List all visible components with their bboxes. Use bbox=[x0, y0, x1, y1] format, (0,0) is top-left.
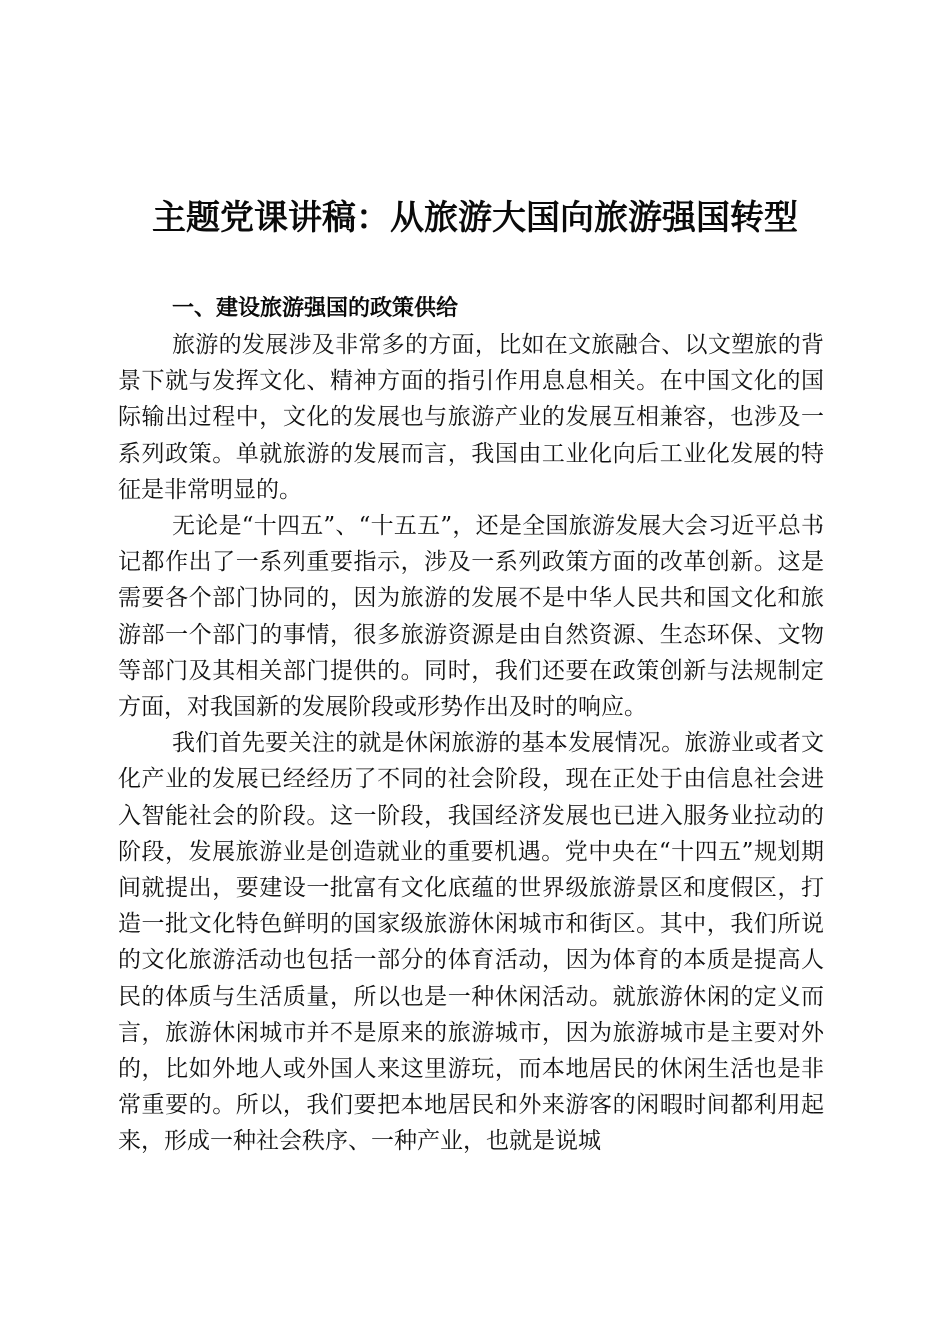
paragraph-3: 我们首先要关注的就是休闲旅游的基本发展情况。旅游业或者文化产业的发展已经经历了不同的社会阶段，现在正处于由信息社会进入智能社会的阶段。这一阶段，我国经济发展也已进入服务业拉动的阶段，发展旅游业是创造就业的重要机遇。党中央在“十四五”规划期间就提出，要建设一批富有文化底蕴的世界级旅游景区和度假区，打造一批文化特色鲜明的国家级旅游休闲城市和街区。其中，我们所说的文化旅游活动也包括一部分的体育活动，因为体育的本质是提高人民的体质与生活质量，所以也是一种休闲活动。就旅游休闲的定义而言，旅游休闲城市并不是原来的旅游城市，因为旅游城市是主要对外的，比如外地人或外国人来这里游玩，而本地居民的休闲生活也是非常重要的。所以，我们要把本地居民和外来游客的闲暇时间都利用起来，形成一种社会秩序、一种产业，也就是说城 bbox=[118, 730, 824, 1155]
paragraph-1: 旅游的发展涉及非常多的方面，比如在文旅融合、以文塑旅的背景下就与发挥文化、精神方面的指引作用息息相关。在中国文化的国际输出过程中，文化的发展也与旅游产业的发展互相兼容，也涉及一系列政策。单就旅游的发展而言，我国由工业化向后工业化发展的特征是非常明显的。 bbox=[118, 332, 824, 503]
paragraph-2: 无论是“十四五”、“十五五”，还是全国旅游发展大会习近平总书记都作出了一系列重要指示，涉及一系列政策方面的改革创新。这是需要各个部门协同的，因为旅游的发展不是中华人民共和国文化和旅游部一个部门的事情，很多旅游资源是由自然资源、生态环保、文物等部门及其相关部门提供的。同时，我们还要在政策创新与法规制定方面，对我国新的发展阶段或形势作出及时的响应。 bbox=[118, 513, 824, 721]
document-title: 主题党课讲稿：从旅游大国向旅游强国转型 bbox=[152, 198, 798, 238]
section-heading: 一、建设旅游强国的政策供给 bbox=[172, 296, 459, 321]
document-body bbox=[118, 291, 824, 1160]
